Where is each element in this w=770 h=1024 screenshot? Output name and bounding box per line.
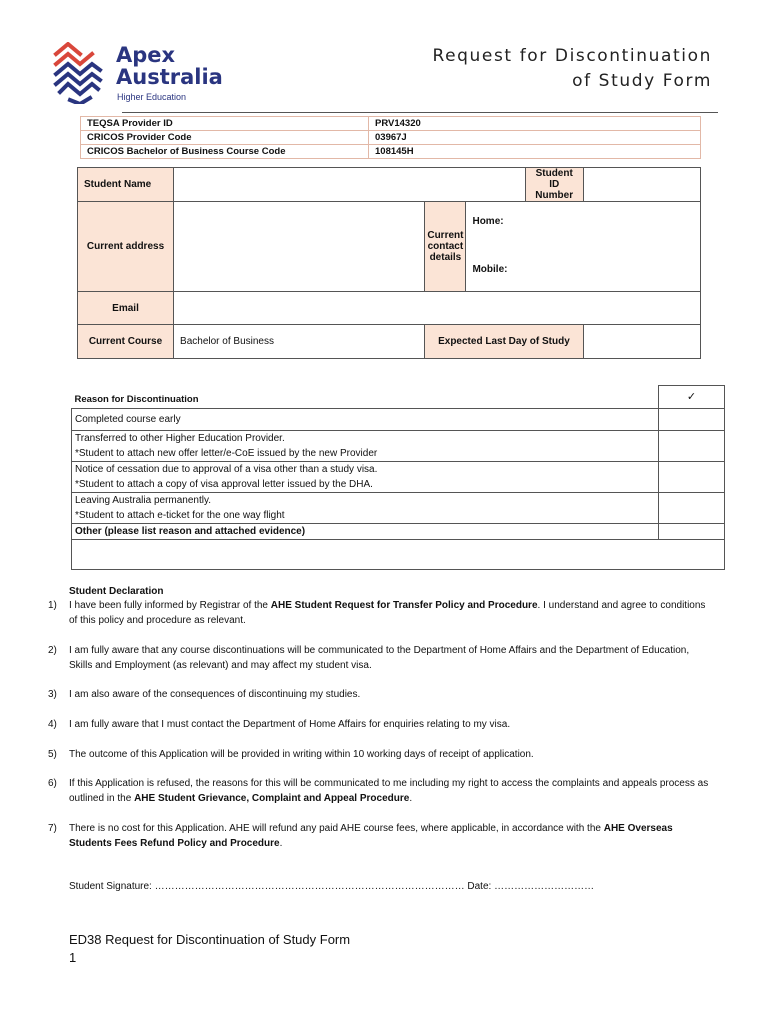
logo-name-line2: Australia [116, 65, 223, 89]
provider-value: 03967J [369, 131, 701, 145]
reason-option-text [72, 493, 659, 524]
declaration-title: Student Declaration [69, 586, 164, 597]
item-number: 2) [48, 645, 57, 656]
email-field[interactable] [174, 292, 701, 325]
signature-line[interactable]: Student Signature: ………………………………………………………………………………… Date: ………………………… [69, 881, 595, 892]
policy-name: AHE Overseas Students Fees Refund Policy and Procedure [69, 823, 673, 849]
form-title-line1: Request for Discontinuation [432, 46, 712, 66]
reason-table [71, 385, 725, 570]
provider-label: TEQSA Provider ID [81, 117, 369, 131]
expected-last-day-label: Expected Last Day of Study [425, 325, 583, 359]
provider-value: PRV14320 [369, 117, 701, 131]
item-text-part: I am also aware of the consequences of discontinuing my studies. [69, 689, 361, 700]
item-text-part: I am fully aware that any course discontinuations will be communicated to the Department of Home Affairs and the Department of Education, Skills and Employment (as relevant) and may affect my student visa. [69, 645, 690, 671]
logo-subtitle: Higher Education [117, 92, 187, 102]
reason-line: Leaving Australia permanently. [75, 495, 212, 506]
item-text [69, 599, 709, 628]
provider-row [81, 117, 701, 131]
reason-checkbox[interactable] [659, 409, 725, 431]
checkmark-icon: ✓ [659, 386, 725, 409]
current-course-label: Current Course [78, 325, 174, 359]
mobile-phone-label: Mobile: [472, 264, 508, 275]
item-text-part: If this Application is refused, the reasons for this will be communicated to me including my right to access the complaints and appeals process as outlined in the [69, 778, 709, 804]
item-text-part: The outcome of this Application will be provided in writing within 10 working days of receipt of application. [69, 749, 534, 760]
student-name-field[interactable] [174, 168, 526, 202]
reason-option-text [72, 431, 659, 462]
item-text [69, 822, 709, 851]
form-title-line2: of Study Form [572, 71, 712, 91]
home-phone-label: Home: [472, 216, 504, 227]
provider-value: 108145H [369, 145, 701, 159]
provider-table [80, 116, 701, 159]
reason-row [72, 409, 725, 431]
item-text [69, 777, 709, 806]
reason-checkbox[interactable] [659, 524, 725, 540]
item-number: 5) [48, 749, 57, 760]
apex-australia-logo [52, 42, 252, 106]
policy-name: AHE Student Grievance, Complaint and Appeal Procedure [134, 792, 410, 804]
item-text-part: . [279, 837, 283, 849]
footer-document-name: ED38 Request for Discontinuation of Study Form [69, 932, 351, 947]
provider-row [81, 131, 701, 145]
reason-line: Notice of cessation due to approval of a visa other than a study visa. [75, 464, 378, 475]
form-title [432, 44, 712, 94]
logo-name [116, 44, 223, 88]
reason-note: *Student to attach e-ticket for the one way flight [75, 510, 285, 521]
item-number: 1) [48, 600, 57, 611]
item-number: 3) [48, 689, 57, 700]
provider-label: CRICOS Bachelor of Business Course Code [81, 145, 369, 159]
reason-row [72, 431, 725, 462]
item-text-part: I am fully aware that I must contact the Department of Home Affairs for enquiries relating to my visa. [69, 719, 511, 730]
item-number: 6) [48, 778, 57, 789]
provider-label: CRICOS Provider Code [81, 131, 369, 145]
item-text-part: I have been fully informed by Registrar of the [69, 600, 271, 611]
item-number: 4) [48, 719, 57, 730]
reason-line: Completed course early [75, 414, 181, 425]
provider-row [81, 145, 701, 159]
title-divider [122, 112, 718, 113]
policy-name: AHE Student Request for Transfer Policy and Procedure [270, 600, 538, 611]
item-text-part: . I understand and agree to conditions of this policy and procedure as relevant. [69, 600, 706, 626]
item-text [69, 748, 709, 763]
reason-row [72, 462, 725, 493]
student-id-field[interactable] [583, 168, 700, 202]
logo-mark-icon [52, 42, 108, 104]
current-contact-label: Current contact details [425, 202, 466, 292]
item-number: 7) [48, 823, 57, 834]
item-text [69, 644, 709, 673]
reason-checkbox[interactable] [659, 462, 725, 493]
item-text [69, 718, 709, 733]
reason-option-text [72, 462, 659, 493]
other-reason-field[interactable] [72, 540, 725, 570]
expected-last-day-field[interactable] [583, 325, 700, 359]
current-address-label: Current address [78, 202, 174, 292]
reason-row-other [72, 524, 725, 540]
reason-option-text [72, 409, 659, 431]
current-course-field[interactable]: Bachelor of Business [174, 325, 425, 359]
logo-name-line1: Apex [116, 43, 176, 67]
item-text-part: . [409, 792, 413, 804]
item-text-part: There is no cost for this Application. AHE will refund any paid AHE course fees, where applicable, in accordance with the [69, 823, 604, 834]
email-label: Email [78, 292, 174, 325]
reason-line: Transferred to other Higher Education Provider. [75, 433, 285, 444]
page-number: 1 [69, 950, 77, 965]
reason-note: *Student to attach a copy of visa approval letter issued by the DHA. [75, 479, 373, 490]
other-reason-label: Other (please list reason and attached evidence) [72, 524, 659, 540]
item-text [69, 688, 709, 703]
student-id-label: Student ID Number [525, 168, 583, 202]
reason-row [72, 493, 725, 524]
reason-note: *Student to attach new offer letter/e-CoE issued by the new Provider [75, 448, 378, 459]
reason-header: Reason for Discontinuation [72, 386, 659, 409]
student-details-table [77, 167, 701, 359]
current-address-field[interactable] [174, 202, 425, 292]
reason-checkbox[interactable] [659, 431, 725, 462]
student-name-label: Student Name [78, 168, 174, 202]
reason-checkbox[interactable] [659, 493, 725, 524]
contact-details-field[interactable] [466, 202, 701, 292]
